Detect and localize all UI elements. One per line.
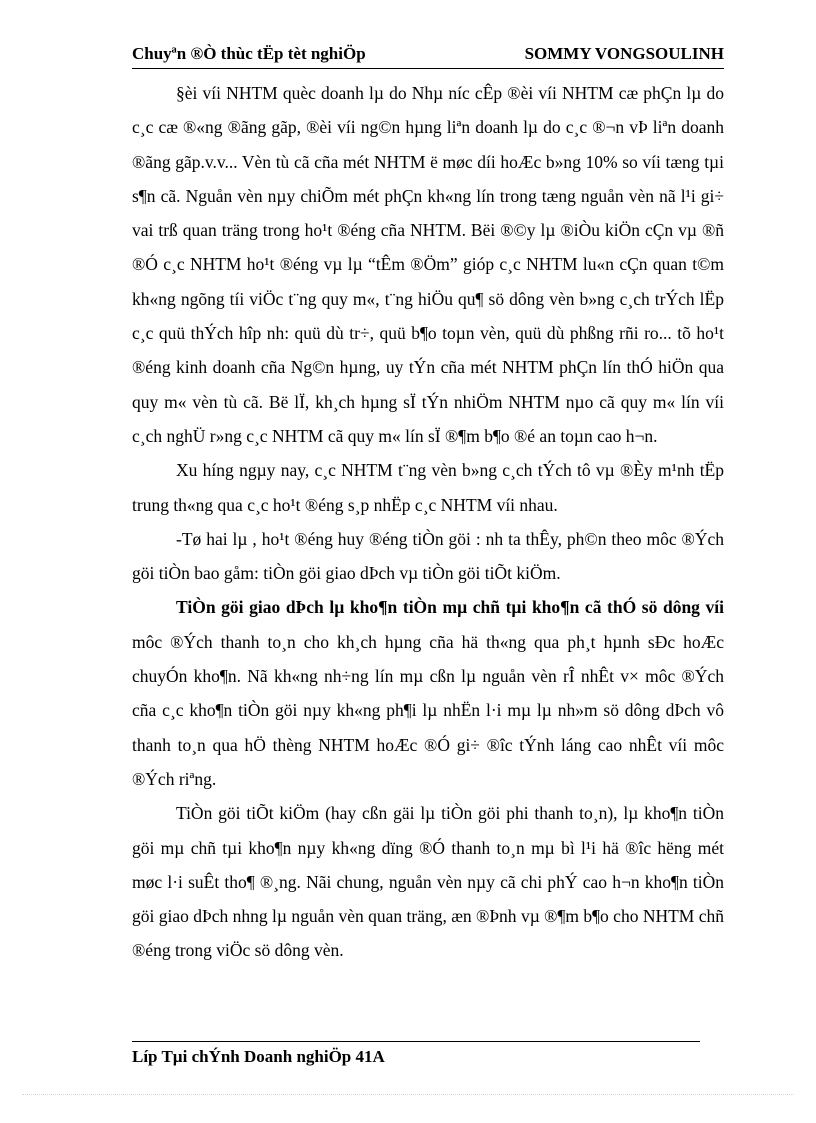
document-body [132,76,724,968]
paragraph-deposit-mobilization [132,522,724,591]
header-author-name: SOMMY VONGSOULINH [524,44,724,63]
paragraph-bold-lead: TiÒn göi giao dÞch lµ kho¶n tiÒn mµ chñ tµi kho¶n cã thÓ sö dông víi [176,597,724,618]
page-footer: Líp Tµi chÝnh Doanh nghiÖp 41A [132,1047,385,1066]
header-divider [132,68,724,69]
paragraph-text: môc ®Ých thanh to¸n cho kh¸ch hµng cña hä th«ng qua ph¸t hµnh sÐc hoÆc chuyÓn kho¶n. Nã kh«ng nh÷ng lín mµ cßn lµ nguån vèn rÎ nhÊt v× môc ®Ých cña c¸c kho¶n tiÒn göi nµy kh«ng ph¶i lµ nhËn l·i mµ lµ nh»m sö dông dÞch vô thanh to¸n qua hÖ thèng NHTM hoÆc ®Ó gi÷ ®îc tÝnh láng cao nhÊt víi môc ®Ých riªng. [132,631,724,789]
footer-divider [132,1041,700,1042]
page-header [132,44,724,68]
paragraph-text: -Tø hai lµ , ho¹t ®éng huy ®éng tiÒn göi : nh ta thÊy, ph©n theo môc ®Ých göi tiÒn bao gåm: tiÒn göi giao dÞch vµ tiÒn göi tiÕt kiÖm. [132,528,724,584]
page-bottom-dotted-line [22,1094,794,1095]
paragraph-savings-deposits [132,796,724,967]
paragraph-text: Xu híng ngµy nay, c¸c NHTM t¨ng vèn b»ng c¸ch tÝch tô vµ ®Èy m¹nh tËp trung th«ng qua c¸c ho¹t ®éng s¸p nhËp c¸c NHTM víi nhau. [132,460,724,515]
paragraph-text: §èi víi NHTM quèc doanh lµ do Nhµ níc cÊp ®èi víi NHTM cæ phÇn lµ do c¸c cæ ®«ng ®ãng gãp, ®èi víi ng©n hµng liªn doanh lµ do c¸c ®¬n vÞ liªn doanh ®ãng gãp.v.v... Vèn tù cã cña mét NHTM ë møc díi hoÆc b»ng 10% so víi tæng tµi s¶n cã. Nguån vèn nµy chiÕm mét phÇn kh«ng lín trong tæng nguån vèn nã l¹i gi÷ vai trß quan träng trong ho¹t ®éng cña NHTM. Bëi ®©y lµ ®iÒu kiÖn cÇn vµ ®ñ ®Ó c¸c NHTM ho¹t ®éng vµ lµ “tÊm ®Öm” gióp c¸c NHTM lu«n cÇn quan t©m kh«ng ngõng tíi viÖc t¨ng quy m«, t¨ng hiÖu qu¶ sö dông vèn b»ng c¸ch trÝch lËp c¸c quü thÝch hîp nh: quü dù tr÷, quü b¶o toµn vèn, quü dù phßng rñi ro... tõ ho¹t ®éng kinh doanh cña Ng©n hµng, uy tÝn cña mét NHTM phÇn lín thÓ hiÖn qua quy m« vèn tù cã. Bë lÏ, kh¸ch hµng sÏ tÝn nhiÖm NHTM nµo cã quy m« lín víi c¸ch nghÜ r»ng c¸c NHTM cã quy m« lín sÏ ®¶m b¶o ®é an toµn cao h¬n. [132,83,724,446]
paragraph-text: TiÒn göi tiÕt kiÖm (hay cßn gäi lµ tiÒn göi phi thanh to¸n), lµ kho¶n tiÒn göi mµ chñ tµi kho¶n nµy kh«ng dïng ®Ó thanh to¸n mµ bì l¹i hä ®îc hëng mét møc l·i suÊt tho¶ ®¸ng. Nãi chung, nguån vèn nµy cã chi phÝ cao h¬n kho¶n tiÒn göi giao dÞch nhng lµ nguån vèn quan träng, æn ®Þnh vµ ®¶m b¶o cho NHTM chñ ®éng trong viÖc sö dông vèn. [132,803,724,961]
paragraph-transaction-deposits [132,590,724,796]
paragraph-own-capital [132,76,724,453]
header-thesis-title: Chuyªn ®Ò thùc tËp tèt nghiÖp [132,44,366,63]
paragraph-capital-trend [132,453,724,522]
